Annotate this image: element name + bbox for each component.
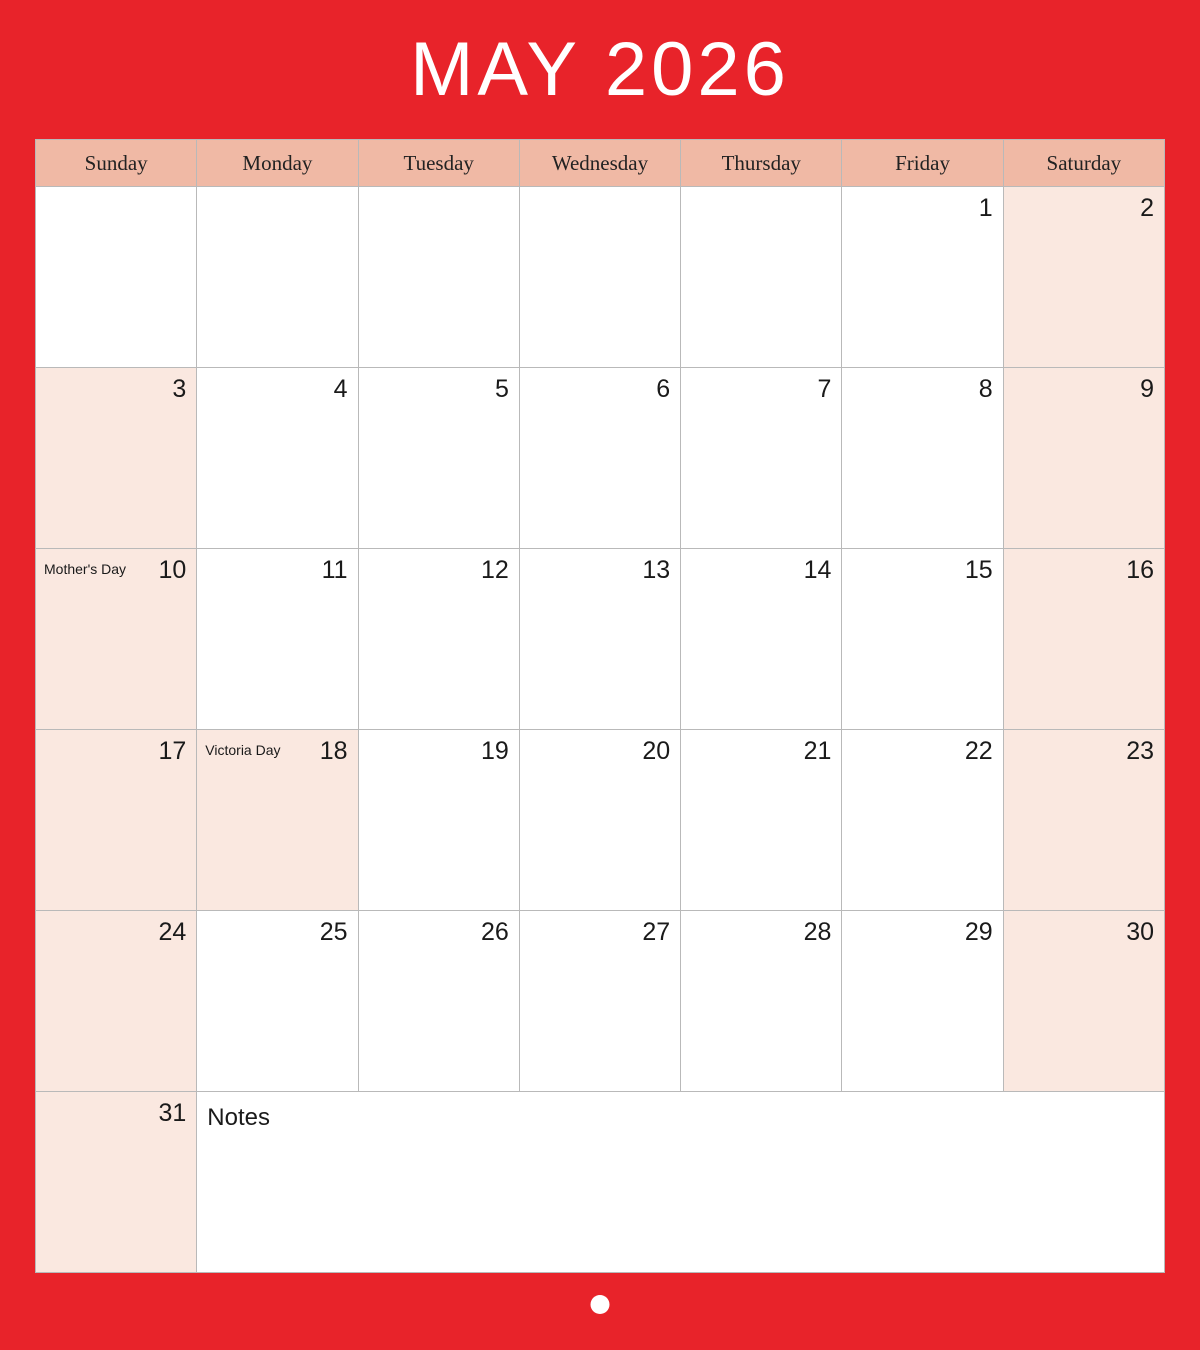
day-number: 6 <box>656 375 671 403</box>
day-number: 4 <box>333 375 348 403</box>
day-cell-empty <box>358 187 519 368</box>
day-number: 18 <box>319 737 348 765</box>
day-cell[interactable] <box>842 368 1003 549</box>
day-cell[interactable] <box>36 368 197 549</box>
day-cell[interactable] <box>842 911 1003 1092</box>
day-cell-empty <box>197 187 358 368</box>
day-cell[interactable] <box>36 730 197 911</box>
day-number: 2 <box>1140 194 1154 222</box>
day-cell[interactable] <box>681 549 842 730</box>
day-number: 20 <box>642 737 671 765</box>
day-number: 21 <box>803 737 832 765</box>
weekday-header-monday: Monday <box>197 140 358 187</box>
day-number: 12 <box>481 556 509 584</box>
day-number: 24 <box>158 918 187 946</box>
calendar-week-row <box>36 368 1165 549</box>
day-number: 27 <box>642 918 671 946</box>
day-number: 19 <box>481 737 509 765</box>
weekday-header-sunday: Sunday <box>36 140 197 187</box>
day-number: 29 <box>964 918 993 946</box>
day-cell[interactable] <box>358 730 519 911</box>
day-cell[interactable] <box>197 368 358 549</box>
day-number: 15 <box>964 556 993 584</box>
calendar-last-row <box>36 1092 1165 1273</box>
day-number: 22 <box>964 737 993 765</box>
day-cell[interactable] <box>358 368 519 549</box>
day-cell[interactable] <box>519 730 680 911</box>
day-cell[interactable] <box>519 368 680 549</box>
day-cell[interactable] <box>1003 730 1164 911</box>
day-cell[interactable] <box>519 911 680 1092</box>
day-number: 11 <box>321 556 348 584</box>
day-number: 30 <box>1126 918 1154 946</box>
day-cell[interactable] <box>36 1092 197 1273</box>
day-cell[interactable] <box>358 911 519 1092</box>
day-cell[interactable] <box>681 911 842 1092</box>
day-cell[interactable] <box>842 730 1003 911</box>
calendar-table <box>35 139 1165 1273</box>
day-cell[interactable] <box>197 911 358 1092</box>
day-cell[interactable] <box>358 549 519 730</box>
weekday-header-friday: Friday <box>842 140 1003 187</box>
day-number: 3 <box>172 375 187 403</box>
calendar-container <box>35 139 1165 1273</box>
day-number: 5 <box>494 375 509 403</box>
day-number: 8 <box>978 375 993 403</box>
day-number: 9 <box>1140 375 1154 403</box>
day-number: 17 <box>158 737 187 765</box>
day-holiday-label: Mother's Day <box>44 561 127 577</box>
day-cell[interactable] <box>842 549 1003 730</box>
day-cell[interactable] <box>1003 911 1164 1092</box>
day-cell[interactable] <box>1003 368 1164 549</box>
weekday-header-tuesday: Tuesday <box>358 140 519 187</box>
page-title: MAY 2026 <box>410 27 790 112</box>
day-cell[interactable] <box>1003 549 1164 730</box>
day-cell[interactable] <box>842 187 1003 368</box>
weekday-header-thursday: Thursday <box>681 140 842 187</box>
day-number: 25 <box>319 918 348 946</box>
day-cell[interactable] <box>36 549 197 730</box>
day-cell-empty <box>519 187 680 368</box>
day-number: 7 <box>817 375 832 403</box>
day-cell[interactable] <box>197 549 358 730</box>
day-number: 26 <box>481 918 509 946</box>
day-number: 1 <box>978 194 993 222</box>
day-number: 31 <box>158 1099 187 1127</box>
day-number: 10 <box>158 556 187 584</box>
calendar-week-row <box>36 549 1165 730</box>
notes-cell[interactable] <box>197 1092 1165 1273</box>
day-cell-empty <box>681 187 842 368</box>
day-cell[interactable] <box>197 730 358 911</box>
day-cell[interactable] <box>681 368 842 549</box>
page-indicator-dot <box>591 1295 610 1314</box>
day-number: 28 <box>803 918 832 946</box>
day-number: 14 <box>803 556 832 584</box>
weekday-header-wednesday: Wednesday <box>519 140 680 187</box>
day-cell-empty <box>36 187 197 368</box>
day-number: 16 <box>1126 556 1154 584</box>
day-holiday-label: Victoria Day <box>205 742 281 758</box>
day-cell[interactable] <box>681 730 842 911</box>
calendar-week-row <box>36 911 1165 1092</box>
weekday-header-saturday: Saturday <box>1003 140 1164 187</box>
calendar-week-row <box>36 187 1165 368</box>
weekday-header-row <box>36 140 1165 187</box>
day-number: 23 <box>1126 737 1154 765</box>
day-cell[interactable] <box>36 911 197 1092</box>
notes-label: Notes <box>207 1104 270 1131</box>
day-cell[interactable] <box>519 549 680 730</box>
day-cell[interactable] <box>1003 187 1164 368</box>
calendar-week-row <box>36 730 1165 911</box>
day-number: 13 <box>642 556 671 584</box>
